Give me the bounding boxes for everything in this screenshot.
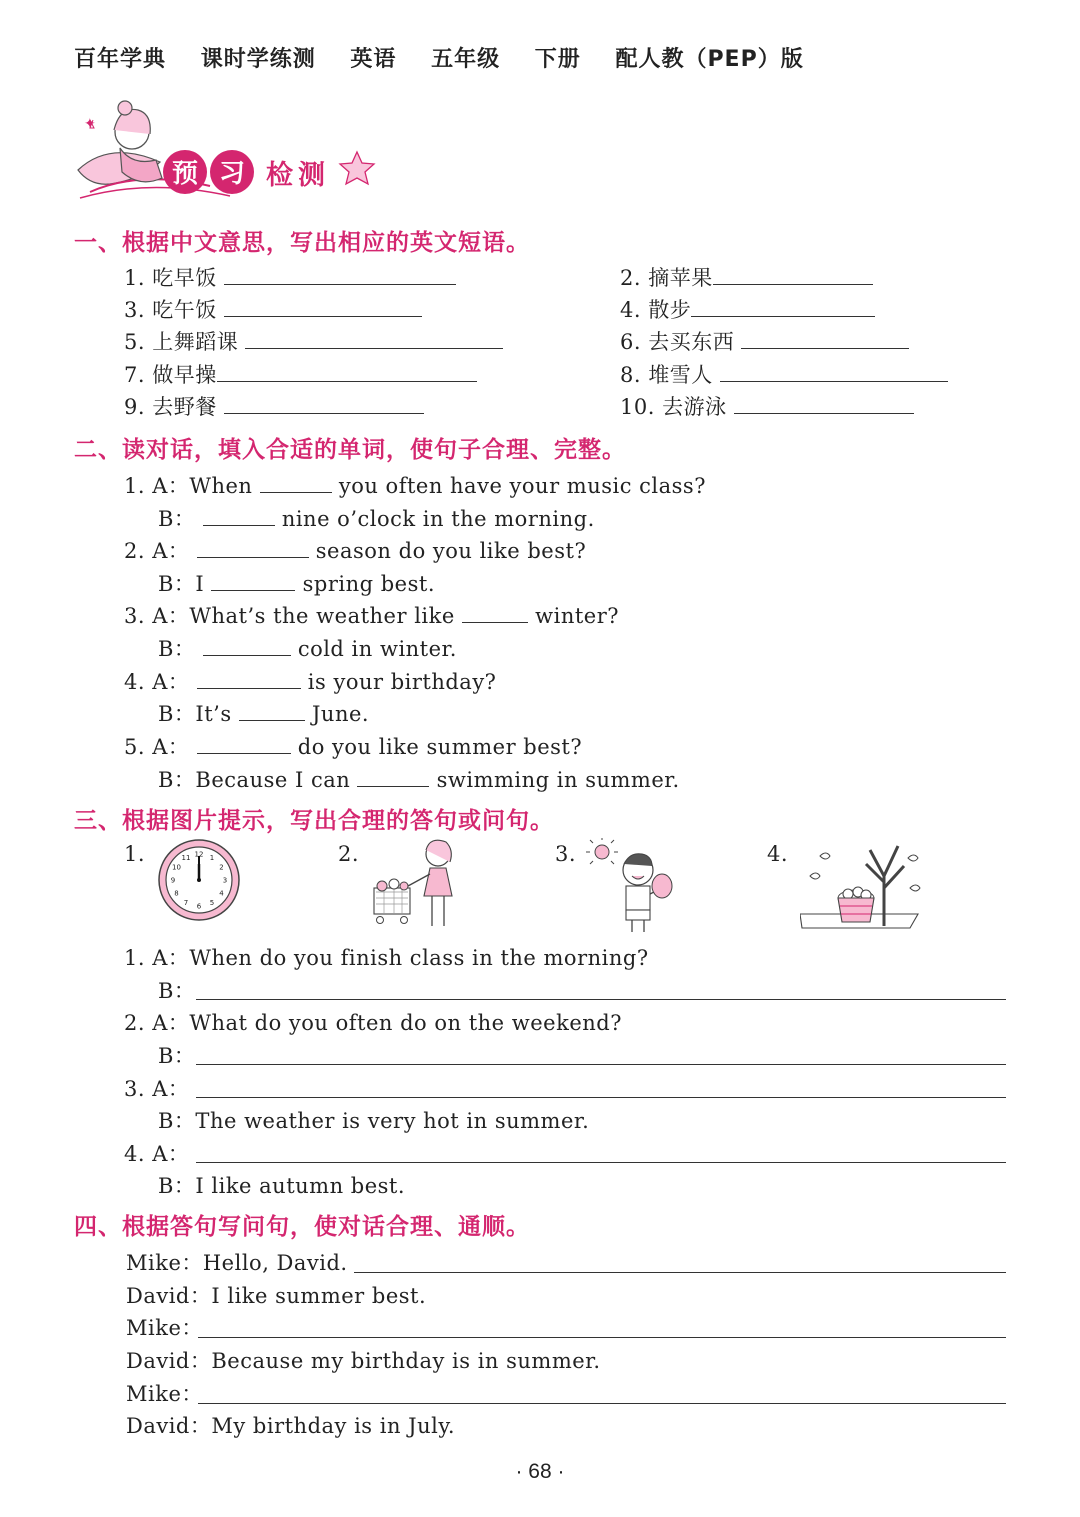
answer-blank[interactable]: [245, 326, 503, 349]
header-part: 百年学典: [74, 47, 167, 72]
answer-blank[interactable]: [197, 731, 291, 754]
section-3-title: 三、根据图片提示，写出合理的答句或问句。: [74, 808, 554, 834]
dialogue-line: David：My birthday is in July.: [126, 1414, 456, 1438]
clock-number: 11: [181, 854, 191, 862]
shopping-girl-picture: [368, 836, 463, 934]
s2-q1-b: B： nine o’clock in the morning.: [158, 503, 595, 533]
s2-q5-a: 5. A： do you like summer best?: [124, 731, 582, 761]
s2-q3-b: B： cold in winter.: [158, 633, 457, 663]
answer-blank[interactable]: [217, 359, 477, 382]
answer-blank[interactable]: [211, 568, 295, 591]
answer-blank[interactable]: [197, 535, 309, 558]
clock-number: 7: [183, 899, 189, 907]
girl-illustration: [78, 101, 230, 198]
answer-blank[interactable]: [203, 633, 291, 656]
section-4-title: 四、根据答句写问句，使对话合理、通顺。: [74, 1214, 530, 1240]
clock-number: 4: [219, 889, 224, 898]
clock-picture: [152, 838, 246, 922]
answer-blank[interactable]: [691, 294, 875, 317]
header-part: 配人教（PEP）版: [615, 47, 804, 72]
clock-number: 1: [209, 854, 215, 862]
clock-number: 12: [194, 850, 204, 859]
s1-item: 2. 摘苹果: [620, 262, 873, 292]
preview-banner: [70, 100, 390, 210]
answer-blank[interactable]: [224, 262, 456, 285]
banner-char: 预: [171, 159, 199, 189]
s3-q3-a: 3. A：: [124, 1077, 190, 1101]
picture-label: 3.: [555, 842, 577, 866]
clock-number: 2: [219, 863, 224, 872]
header-part: 下册: [534, 47, 581, 72]
dialogue-line: David：I like summer best.: [126, 1284, 427, 1308]
dialogue-line: Mike：: [126, 1316, 203, 1340]
clock-number: 6: [196, 902, 202, 911]
clock-number: 9: [170, 876, 176, 885]
banner-char: 测: [298, 160, 325, 191]
s1-item: 6. 去买东西: [620, 326, 909, 356]
answer-line[interactable]: [196, 999, 1006, 1000]
picture-label: 2.: [338, 842, 360, 866]
answer-line[interactable]: [198, 1403, 1006, 1404]
section-2-title: 二、读对话，填入合适的单词，使句子合理、完整。: [74, 437, 626, 463]
answer-blank[interactable]: [357, 764, 429, 787]
banner-char: 检: [266, 160, 293, 191]
s2-q2-b: B：I spring best.: [158, 568, 435, 598]
answer-blank[interactable]: [713, 262, 873, 285]
section-1-title: 一、根据中文意思，写出相应的英文短语。: [74, 230, 530, 256]
s1-item: 7. 做早操: [124, 359, 477, 389]
answer-blank[interactable]: [224, 294, 422, 317]
answer-blank[interactable]: [734, 391, 914, 414]
s1-item: 10. 去游泳: [620, 391, 914, 421]
s3-q1-a: 1. A：When do you finish class in the morning?: [124, 946, 649, 970]
clock-number: 10: [172, 863, 181, 872]
answer-blank[interactable]: [224, 391, 424, 414]
book-header: [74, 42, 830, 73]
s1-item: 1. 吃早饭: [124, 262, 456, 292]
s2-q5-b: B：Because I can swimming in summer.: [158, 764, 680, 794]
answer-line[interactable]: [354, 1272, 1006, 1273]
answer-blank[interactable]: [720, 359, 948, 382]
s3-q1-b: B：: [158, 979, 196, 1003]
star-icon: [340, 152, 374, 184]
s1-item: 8. 堆雪人: [620, 359, 948, 389]
autumn-tree-picture: [800, 836, 922, 932]
clock-number: 5: [209, 899, 215, 907]
page-number: · 68 ·: [515, 1460, 565, 1483]
answer-blank[interactable]: [203, 503, 275, 526]
banner-char: 习: [218, 159, 246, 189]
s3-q2-a: 2. A：What do you often do on the weekend?: [124, 1011, 622, 1035]
s1-item: 9. 去野餐: [124, 391, 424, 421]
s1-item: 4. 散步: [620, 294, 875, 324]
answer-line[interactable]: [196, 1162, 1006, 1163]
s1-item: 5. 上舞蹈课: [124, 326, 503, 356]
s3-q3-b: B：The weather is very hot in summer.: [158, 1109, 590, 1133]
header-part: 英语: [350, 47, 397, 72]
s2-q4-b: B：It’s June.: [158, 698, 369, 728]
s2-q3-a: 3. A：What’s the weather like winter?: [124, 600, 619, 630]
answer-line[interactable]: [198, 1337, 1006, 1338]
s2-q2-a: 2. A： season do you like best?: [124, 535, 586, 565]
picture-label: 4.: [767, 842, 789, 866]
answer-blank[interactable]: [197, 666, 301, 689]
s3-q4-a: 4. A：: [124, 1142, 190, 1166]
answer-line[interactable]: [196, 1097, 1006, 1098]
clock-number: 3: [222, 876, 228, 885]
svg-text:✦: ✦: [84, 116, 96, 132]
hot-boy-picture: [586, 838, 676, 936]
picture-label: 1.: [124, 842, 146, 866]
dialogue-line: David：Because my birthday is in summer.: [126, 1349, 601, 1373]
answer-line[interactable]: [196, 1064, 1006, 1065]
header-part: 课时学练测: [200, 47, 316, 72]
answer-blank[interactable]: [239, 698, 305, 721]
dialogue-line: Mike：Hello, David.: [126, 1251, 348, 1275]
s3-q2-b: B：: [158, 1044, 196, 1068]
clock-number: 8: [174, 889, 179, 898]
dialogue-line: Mike：: [126, 1382, 203, 1406]
header-part: 五年级: [431, 47, 501, 72]
s2-q1-a: 1. A：When you often have your music class?: [124, 470, 706, 500]
answer-blank[interactable]: [260, 470, 332, 493]
s1-item: 3. 吃午饭: [124, 294, 422, 324]
s3-q4-b: B：I like autumn best.: [158, 1174, 406, 1198]
s2-q4-a: 4. A： is your birthday?: [124, 666, 496, 696]
answer-blank[interactable]: [462, 600, 528, 623]
answer-blank[interactable]: [741, 326, 909, 349]
